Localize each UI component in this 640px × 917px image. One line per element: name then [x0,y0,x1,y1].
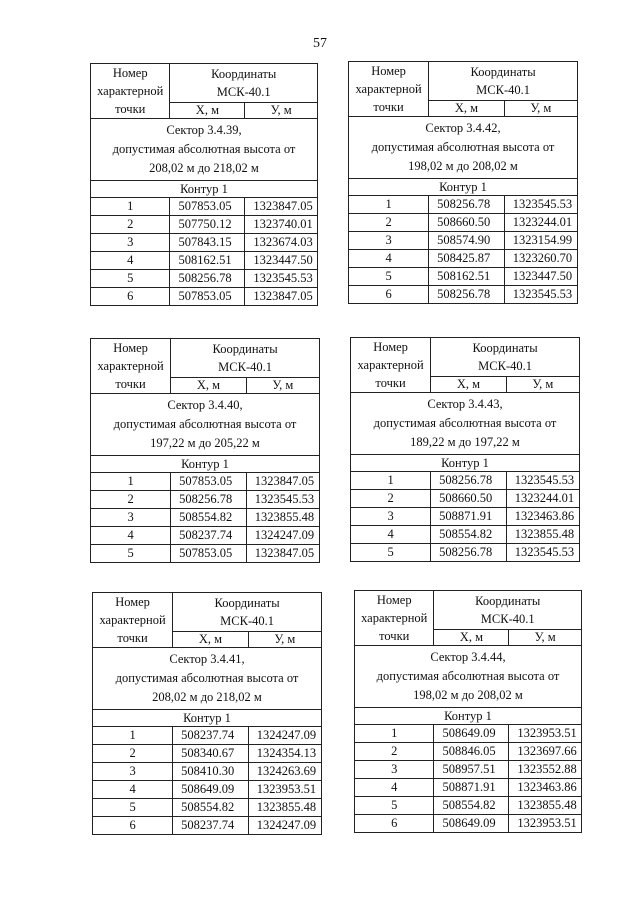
x-value: 507843.15 [170,234,245,252]
x-header: X, м [173,632,249,648]
table-row [91,527,320,545]
y-value: 1323855.48 [248,799,321,817]
point-number: 1 [91,473,171,491]
y-value: 1324247.09 [248,817,321,835]
x-value: 508162.51 [170,252,245,270]
header-label: МСК-40.1 [480,612,535,626]
x-value: 508256.78 [429,196,505,214]
x-value: 508554.82 [171,509,247,527]
sector-caption [91,394,320,456]
point-number: 3 [355,761,434,779]
y-value: 1323847.05 [245,288,318,306]
point-number: 4 [93,781,173,799]
table-row [93,817,322,835]
table-row [91,491,320,509]
header-label: Координаты [211,67,277,81]
contour-label: Контур 1 [349,179,578,196]
x-value: 508237.74 [173,727,249,745]
x-value: 508846.05 [434,743,509,761]
y-header: У, м [504,101,577,117]
header-label: характерной [355,82,422,96]
header-label: точки [115,102,146,116]
point-number: 2 [349,214,429,232]
y-value: 1323674.03 [245,234,318,252]
x-value: 508237.74 [171,527,247,545]
x-value: 508256.78 [429,286,505,304]
y-value: 1324354.13 [248,745,321,763]
point-number: 3 [91,234,170,252]
x-value: 507853.05 [171,545,247,563]
point-number: 4 [91,252,170,270]
header-label: характерной [97,84,164,98]
header-label: МСК-40.1 [478,359,532,373]
height-range: 197,22 м до 205,22 м [150,436,260,450]
height-range: 189,22 м до 197,22 м [410,435,520,449]
y-value: 1323463.86 [506,508,579,526]
height-range: 208,02 м до 218,02 м [149,161,259,175]
point-number-header [91,339,171,394]
point-number: 2 [355,743,434,761]
point-number: 6 [355,815,434,833]
coordinate-table-sector-3-4-39 [90,63,318,306]
table-row [91,288,318,306]
height-text: допустимая абсолютная высота от [371,140,555,154]
y-value: 1323447.50 [245,252,318,270]
header-label: Номер [373,340,408,354]
sector-title: Сектор 3.4.40, [167,398,243,412]
coordinates-header [431,338,580,377]
height-text: допустимая абсолютная высота от [373,416,557,430]
header-label: характерной [99,613,166,627]
y-value: 1323953.51 [509,815,582,833]
x-value: 508256.78 [171,491,247,509]
contour-label: Контур 1 [91,181,318,198]
coordinates-header [429,62,578,101]
table-row [349,250,578,268]
coordinate-table-sector-3-4-40 [90,338,320,563]
header-label: точки [115,377,146,391]
table-row [349,196,578,214]
header-label: МСК-40.1 [216,85,271,99]
coordinates-header [170,64,318,103]
y-header: У, м [246,378,319,394]
header-label: Координаты [214,596,280,610]
header-label: Номер [113,341,148,355]
y-value: 1323697.66 [509,743,582,761]
table-row [91,252,318,270]
x-value: 508574.90 [429,232,505,250]
table-row [349,214,578,232]
point-number: 2 [91,491,171,509]
header-label: точки [117,631,148,645]
header-label: Координаты [472,341,538,355]
header-label: характерной [97,359,164,373]
point-number: 5 [91,270,170,288]
sector-caption [91,119,318,181]
table-row [351,472,580,490]
x-value: 507853.05 [171,473,247,491]
table-row [355,761,582,779]
point-number: 3 [93,763,173,781]
header-label: Координаты [475,594,541,608]
y-value: 1323855.48 [509,797,582,815]
y-value: 1323847.05 [246,545,319,563]
point-number: 6 [91,288,170,306]
y-value: 1323740.01 [245,216,318,234]
point-number: 6 [93,817,173,835]
header-label: Номер [112,66,148,80]
header-label: характерной [361,611,428,625]
x-value: 508162.51 [429,268,505,286]
sector-title: Сектор 3.4.43, [427,397,503,411]
header-label: точки [373,100,404,114]
point-number-header [93,593,173,648]
header-label: Координаты [470,65,536,79]
x-value: 508554.82 [431,526,507,544]
x-value: 508554.82 [434,797,509,815]
point-number: 3 [349,232,429,250]
header-label: МСК-40.1 [218,360,272,374]
point-number: 1 [91,198,170,216]
y-value: 1323855.48 [506,526,579,544]
table-row [351,508,580,526]
table-row [355,779,582,797]
x-header: X, м [431,377,507,393]
y-value: 1323545.53 [506,472,579,490]
x-value: 508256.78 [431,472,507,490]
y-value: 1323847.05 [245,198,318,216]
y-value: 1323545.53 [246,491,319,509]
y-value: 1323953.51 [509,725,582,743]
x-value: 508649.09 [173,781,249,799]
point-number-header [349,62,429,117]
table-row [349,232,578,250]
x-header: X, м [429,101,505,117]
x-value: 508410.30 [173,763,249,781]
contour-label: Контур 1 [355,708,582,725]
height-text: допустимая абсолютная высота от [112,142,296,156]
point-number: 6 [349,286,429,304]
y-header: У, м [509,630,582,646]
table-row [91,216,318,234]
contour-label: Контур 1 [351,455,580,472]
y-value: 1323154.99 [504,232,577,250]
y-value: 1323545.53 [504,196,577,214]
coordinate-table-sector-3-4-43 [350,337,580,562]
point-number: 3 [91,509,171,527]
table-row [93,727,322,745]
sector-title: Сектор 3.4.42, [425,121,501,135]
sector-caption [93,648,322,710]
sector-caption [349,117,578,179]
coordinate-table-sector-3-4-44 [354,590,582,833]
header-label: Координаты [212,342,278,356]
point-number: 5 [349,268,429,286]
y-value: 1323260.70 [504,250,577,268]
y-value: 1323953.51 [248,781,321,799]
sector-title: Сектор 3.4.39, [166,123,242,137]
contour-label: Контур 1 [93,710,322,727]
table-row [91,234,318,252]
x-header: X, м [171,378,247,394]
contour-label: Контур 1 [91,456,320,473]
sector-title: Сектор 3.4.41, [169,652,245,666]
point-number: 1 [351,472,431,490]
table-row [351,544,580,562]
header-label: точки [375,376,406,390]
y-value: 1323447.50 [504,268,577,286]
table-row [355,725,582,743]
table-row [355,743,582,761]
table-row [93,799,322,817]
table-row [351,526,580,544]
y-value: 1323244.01 [504,214,577,232]
table-row [93,763,322,781]
y-value: 1323847.05 [246,473,319,491]
table-row [91,473,320,491]
y-value: 1323545.53 [506,544,579,562]
table-row [355,797,582,815]
point-number-header [91,64,170,119]
x-value: 508649.09 [434,725,509,743]
x-value: 508871.91 [434,779,509,797]
x-value: 507853.05 [170,198,245,216]
point-number: 1 [93,727,173,745]
x-value: 507853.05 [170,288,245,306]
point-number: 5 [351,544,431,562]
coordinates-header [434,591,582,630]
y-value: 1323545.53 [245,270,318,288]
y-value: 1323545.53 [504,286,577,304]
y-value: 1323463.86 [509,779,582,797]
point-number-header [351,338,431,393]
x-header: X, м [170,103,245,119]
point-number: 4 [355,779,434,797]
point-number: 4 [91,527,171,545]
header-label: МСК-40.1 [476,83,530,97]
x-header: X, м [434,630,509,646]
height-text: допустимая абсолютная высота от [113,417,297,431]
table-row [355,815,582,833]
header-label: Номер [371,64,406,78]
x-value: 508237.74 [173,817,249,835]
point-number: 4 [351,526,431,544]
x-value: 508660.50 [431,490,507,508]
table-row [91,198,318,216]
y-value: 1324263.69 [248,763,321,781]
height-range: 198,02 м до 208,02 м [408,159,518,173]
table-row [91,509,320,527]
header-label: Номер [376,593,412,607]
header-label: Номер [115,595,150,609]
point-number: 5 [355,797,434,815]
table-row [351,490,580,508]
y-header: У, м [245,103,318,119]
y-value: 1324247.09 [248,727,321,745]
table-row [349,268,578,286]
y-header: У, м [506,377,579,393]
x-value: 508256.78 [431,544,507,562]
y-header: У, м [248,632,321,648]
height-range: 198,02 м до 208,02 м [413,688,523,702]
point-number: 3 [351,508,431,526]
x-value: 508660.50 [429,214,505,232]
y-value: 1323552.88 [509,761,582,779]
height-range: 208,02 м до 218,02 м [152,690,262,704]
point-number-header [355,591,434,646]
point-number: 5 [91,545,171,563]
table-row [349,286,578,304]
table-row [91,270,318,288]
x-value: 508425.87 [429,250,505,268]
point-number: 2 [93,745,173,763]
height-text: допустимая абсолютная высота от [376,669,560,683]
x-value: 508871.91 [431,508,507,526]
point-number: 2 [91,216,170,234]
coordinate-table-sector-3-4-41 [92,592,322,835]
sector-title: Сектор 3.4.44, [430,650,506,664]
coordinates-header [173,593,322,632]
y-value: 1324247.09 [246,527,319,545]
height-text: допустимая абсолютная высота от [115,671,299,685]
header-label: МСК-40.1 [220,614,274,628]
page-number: 57 [313,36,327,51]
x-value: 508256.78 [170,270,245,288]
point-number: 1 [349,196,429,214]
header-label: характерной [357,358,424,372]
point-number: 1 [355,725,434,743]
coordinate-table-sector-3-4-42 [348,61,578,304]
y-value: 1323244.01 [506,490,579,508]
table-row [93,745,322,763]
x-value: 507750.12 [170,216,245,234]
table-row [93,781,322,799]
x-value: 508649.09 [434,815,509,833]
x-value: 508957.51 [434,761,509,779]
point-number: 2 [351,490,431,508]
sector-caption [355,646,582,708]
point-number: 5 [93,799,173,817]
sector-caption [351,393,580,455]
table-row [91,545,320,563]
x-value: 508554.82 [173,799,249,817]
point-number: 4 [349,250,429,268]
header-label: точки [379,629,410,643]
x-value: 508340.67 [173,745,249,763]
y-value: 1323855.48 [246,509,319,527]
coordinates-header [171,339,320,378]
